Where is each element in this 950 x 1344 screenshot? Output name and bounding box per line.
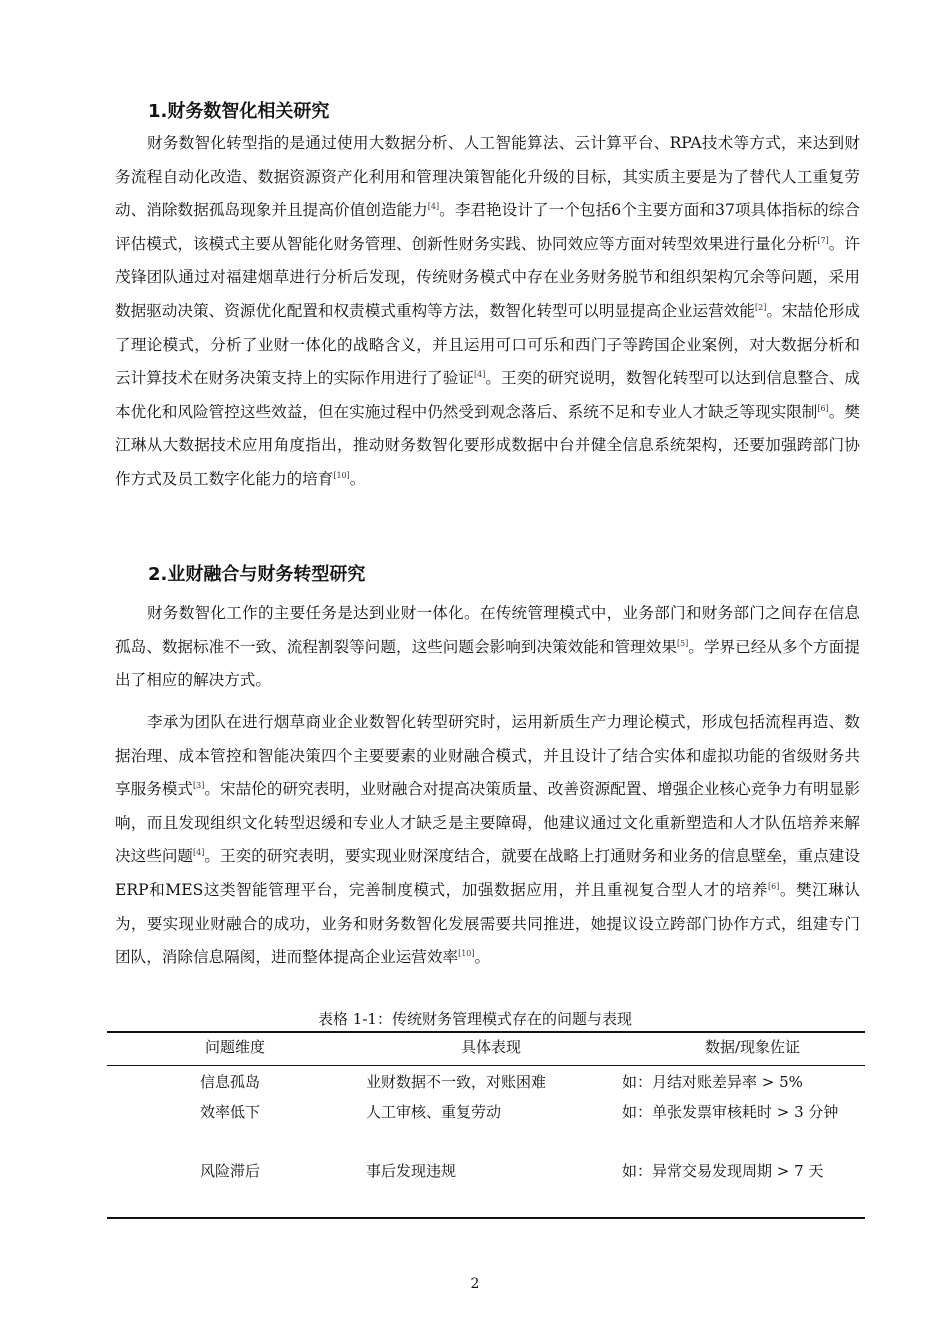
table-row-2-dimension: 效率低下 (200, 1103, 261, 1121)
text-run: 。樊江琳从大数据技术应用角度指出，推动财务数智化要形成数据中台并健全信息系统架构，还要加强跨部门协作方式及员工数字化能力的培育 (115, 402, 860, 488)
section1-heading: 1.财务数智化相关研究 (148, 101, 330, 122)
table-row-1-manifestation: 业财数据不一致，对账困难 (366, 1073, 547, 1091)
text-run: 。王奕的研究说明，数智化转型可以达到信息整合、成本优化和风险管控这些效益，但在实施过程中仍然受到观念落后、系统不足和专业人才缺乏等现实限制 (115, 369, 860, 421)
text-run: 财务数智化转型指的是通过使用大数据分析、人工智能算法、云计算平台、RPA技术等方式，来达到财务流程自动化改造、数据资源资产化利用和管理决策智能化升级的目标，其实质主要是为了替代人工重复劳动、消除数据孤岛现象并且提高价值创造能力 (115, 134, 860, 220)
text-run: 。 (474, 948, 491, 967)
text-run: 财务数智化工作的主要任务是达到业财一体化。在传统管理模式中，业务部门和财务部门之间存在信息孤岛、数据标准不一致、流程割裂等问题，这些问题会影响到决策效能和管理效果 (115, 604, 860, 656)
text-run: 李承为团队在进行烟草商业企业数智化转型研究时，运用新质生产力理论模式，形成包括流程再造、数据治理、成本管控和智能决策四个主要要素的业财融合模式，并且设计了结合实体和虚拟功能的省级财务共享服务模式 (115, 713, 860, 799)
citation-ref: [6] (817, 403, 829, 413)
citation-ref: [4] (427, 202, 440, 212)
table-caption: 表格 1-1：传统财务管理模式存在的问题与表现 (318, 1010, 632, 1028)
citation-ref: [3] (193, 781, 205, 791)
citation-ref: [10] (333, 470, 350, 480)
citation-ref: [6] (768, 881, 780, 891)
table-bottom-rule (107, 1217, 865, 1219)
citation-ref: [5] (676, 638, 689, 648)
page-number: 2 (470, 1276, 480, 1292)
table-header-evidence: 数据/现象佐证 (705, 1038, 801, 1056)
table-header-dimension: 问题维度 (205, 1038, 266, 1056)
citation-ref: [10] (458, 949, 475, 959)
citation-ref: [2] (754, 302, 767, 312)
text-run: 。宋喆伦形成了理论模式，分析了业财一体化的战略含义，并且运用可口可乐和西门子等跨国企业案例，对大数据分析和云计算技术在财务决策支持上的实际作用进行了验证 (115, 301, 860, 388)
citation-ref: [4] (193, 848, 205, 858)
table-header-manifestation: 具体表现 (461, 1038, 522, 1056)
table-row-2-evidence: 如：单张发票审核耗时 > 3 分钟 (622, 1103, 839, 1121)
table-row-3-dimension: 风险滞后 (200, 1162, 261, 1180)
text-run: 。许茂锋团队通过对福建烟草进行分析后发现，传统财务模式中存在业务财务脱节和组织架构冗余等问题，采用数据驱动决策、资源优化配置和权责模式重构等方法，数智化转型可以明显提高企业运营效能 (115, 234, 860, 320)
table-row-2-manifestation: 人工审核、重复劳动 (366, 1103, 502, 1121)
table-row-1-dimension: 信息孤岛 (200, 1073, 261, 1091)
text-run: 。王奕的研究表明，要实现业财深度结合，就要在战略上打通财务和业务的信息壁垒，重点建设ERP和MES这类智能管理平台，完善制度模式，加强数据应用，并且重视复合型人才的培养 (115, 847, 860, 899)
citation-ref: [7] (817, 235, 829, 245)
section2-paragraph-1 (115, 597, 860, 698)
table-header-rule (107, 1065, 865, 1066)
table-top-rule (107, 1031, 865, 1033)
section1-paragraph (115, 127, 860, 497)
text-run: 。宋喆伦的研究表明，业财融合对提高决策质量、改善资源配置、增强企业核心竞争力有明显影响，而且发现组织文化转型迟缓和专业人才缺乏是主要障碍，他建议通过文化重新塑造和人才队伍培养来解决这些问题 (115, 780, 860, 866)
text-run: 。李君艳设计了一个包括6个主要方面和37项具体指标的综合评估模式，该模式主要从智能化财务管理、创新性财务实践、协同效应等方面对转型效果进行量化分析 (115, 201, 860, 253)
section2-heading: 2.业财融合与财务转型研究 (148, 564, 366, 585)
text-run: 。 (349, 469, 366, 488)
citation-ref: [4] (474, 370, 486, 380)
section2-paragraph-2 (115, 706, 860, 975)
text-run: 。樊江琳认为，要实现业财融合的成功，业务和财务数智化发展需要共同推进，她提议设立跨部门协作方式，组建专门团队，消除信息隔阂，进而整体提高企业运营效率 (115, 880, 860, 967)
table-row-3-manifestation: 事后发现违规 (366, 1162, 457, 1180)
table-row-3-evidence: 如：异常交易发现周期 > 7 天 (622, 1162, 824, 1180)
text-run: 。学界已经从多个方面提出了相应的解决方式。 (115, 637, 860, 690)
table-row-1-evidence: 如：月结对账差异率 > 5% (622, 1073, 803, 1091)
